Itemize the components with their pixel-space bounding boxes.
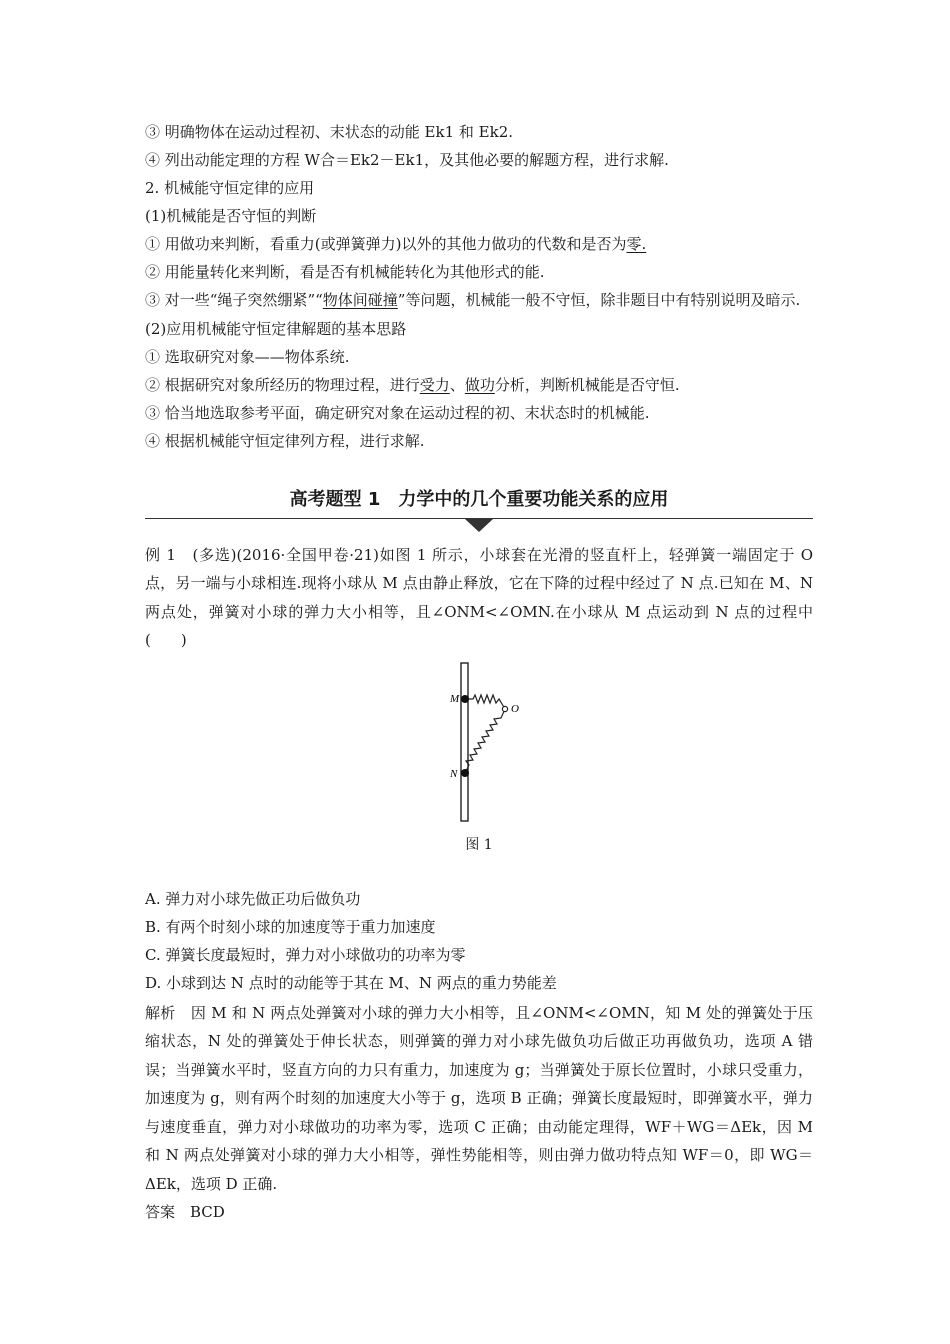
underlined-answer: 物体间碰撞 [322,291,398,309]
approach-step-3: ③ 恰当地选取参考平面，确定研究对象在运动过程的初、末状态时的机械能. [145,403,650,422]
approach-title: (2)应用机械能守恒定律解题的基本思路 [145,319,407,338]
analysis-text: 解析 因 M 和 N 两点处弹簧对小球的弹力大小相等，且∠ONM<∠OMN，知 M 处的弹簧处于压缩状态，N 处的弹簧处于伸长状态，则弹簧的弹力对小球先做负功后做正功再做负功，选项 A 错误；当弹簧水平时，竖直方向的力只有重力，加速度为 g；当弹簧处于原长位置时，小球只受重力，加速度为 g，则有两个时刻的加速度大小等于 g，选项 B 正确；弹簧长度最短时，即弹簧水平，弹力与速度垂直，弹力对小球做功的功率为零，选项 C 正确；由动能定理得，WF＋WG＝ΔEk，因 M 和 N 两点处弹簧对小球的弹力大小相等，弹性势能相等，则由弹力做功特点知 WF＝0，即 WG＝ΔEk，选项 D 正确. [145,1003,813,1193]
fixed-point-O [502,706,507,711]
section-marker-triangle [465,519,493,532]
spring-rod-diagram [435,661,525,825]
option-c: C. 弹簧长度最短时，弹力对小球做功的功率为零 [145,945,466,964]
approach-step-1: ① 选取研究对象——物体系统. [145,347,350,366]
section-title: 高考题型 1 力学中的几个重要功能关系的应用 [289,488,669,510]
option-b: B. 有两个时刻小球的加速度等于重力加速度 [145,917,436,936]
option-a: A. 弹力对小球先做正功后做负功 [145,889,361,908]
label-N: N [450,767,458,780]
approach-step-4: ④ 根据机械能守恒定律列方程，进行求解. [145,431,425,450]
section-heading [145,481,813,519]
judge-rule-3: ③ 对一些“绳子突然绷紧”“物体间碰撞”等问题，机械能一般不守恒，除非题目中有特别说明及暗示. [145,291,801,309]
spring-horizontal [465,695,505,709]
label-M: M [450,692,460,705]
text-line: 2. 机械能守恒定律的应用 [145,179,315,197]
example-question: 例 1 (多选)(2016·全国甲卷·21)如图 1 所示，小球套在光滑的竖直杆上，轻弹簧一端固定于 O 点，另一端与小球相连.现将小球从 M 点由静止释放，它在下降的过程中经过了 N 点.已知在 M、N 两点处，弹簧对小球的弹力大小相等，且∠ONM<∠OMN.在小球从 M 点运动到 N 点的过程中( ) [145,545,813,649]
figure-caption: 图 1 [465,836,493,853]
figure-1 [145,661,813,881]
text-line: ④ 列出动能定理的方程 W合＝Ek2－Ek1，及其他必要的解题方程，进行求解. [145,151,669,169]
text-line: ③ 明确物体在运动过程初、末状态的动能 Ek1 和 Ek2. [145,123,514,141]
judge-rule-1: ① 用做功来判断，看重力(或弹簧弹力)以外的其他力做功的代数和是否为零. [145,235,647,253]
judge-rule-2: ② 用能量转化来判断，看是否有机械能转化为其他形式的能. [145,263,545,281]
text-line: (1)机械能是否守恒的判断 [145,207,317,225]
ball-at-M [461,695,469,703]
ball-at-N [461,769,469,777]
underlined-answer: 做功 [464,375,495,394]
vertical-rod [461,663,468,821]
label-O: O [511,702,519,715]
spring-diagonal [465,709,505,773]
document-page [145,118,813,1226]
approach-step-2: ② 根据研究对象所经历的物理过程，进行受力、做功分析，判断机械能是否守恒. [145,375,680,394]
answer-options [145,885,813,997]
underlined-answer: 受力 [419,375,450,394]
underlined-answer: 零. [626,235,647,253]
option-d: D. 小球到达 N 点时的动能等于其在 M、N 两点的重力势能差 [145,973,557,992]
answer-line: 答案 BCD [145,1203,225,1221]
